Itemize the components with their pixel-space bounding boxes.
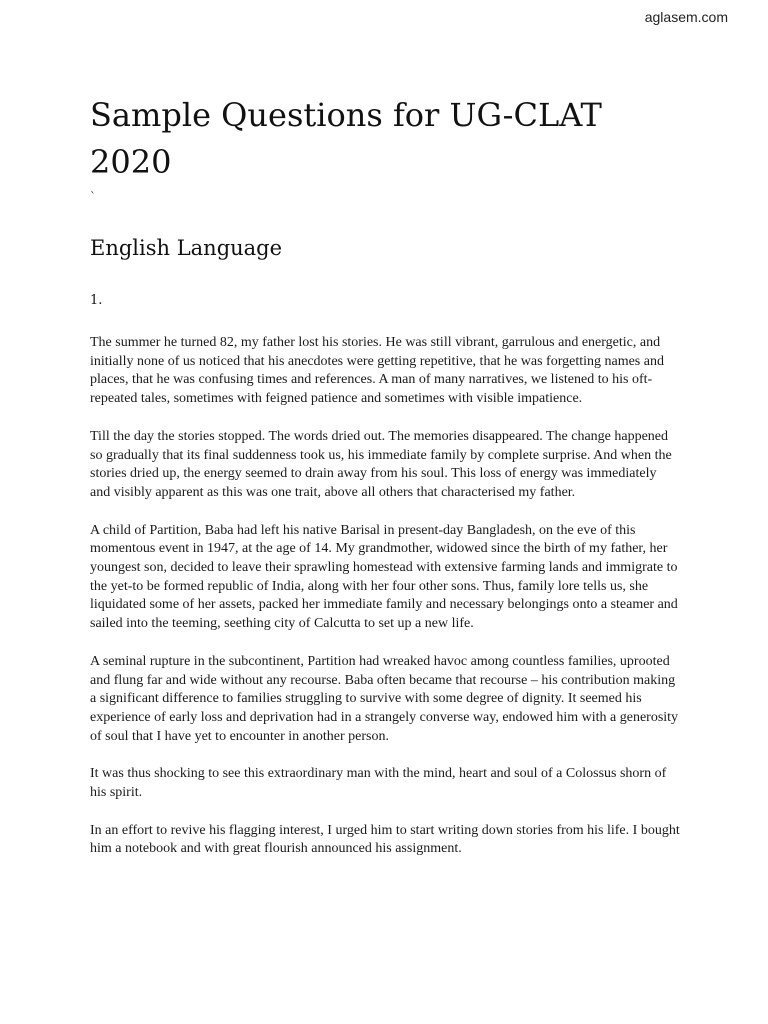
question-number: 1. [90,293,103,308]
section-heading: English Language [90,236,283,260]
site-watermark: aglasem.com [644,9,728,25]
passage-paragraph-2: Till the day the stories stopped. The words dried out. The memories disappeared. The change happened so gradually that its final suddenness took us, his immediate family by complete surprise. And when the stories dried up, the energy seemed to drain away from his soul. This loss of energy was immediately and visibly apparent as this was one trait, above all others that characterised my father. [90,428,672,500]
passage-paragraph-4: A seminal rupture in the subcontinent, Partition had wreaked havoc among countless families, uprooted and flung far and wide without any recourse. Baba often became that recourse – his contribution making a significant difference to families struggling to survive with some degree of dignity. It seemed his experience of early loss and deprivation had in a strangely converse way, endowed him with a generosity of soul that I have yet to encounter in another person. [90,653,679,744]
passage-paragraph-1: The summer he turned 82, my father lost his stories. He was still vibrant, garrulous and energetic, and initially none of us noticed that his anecdotes were getting repetitive, that he was forgetting names and places, that he was confusing times and references. A man of many narratives, we listened to his oft-repeated tales, sometimes with feigned patience and sometimes with visible impatience. [90,335,664,407]
passage-paragraph-3: A child of Partition, Baba had left his native Barisal in present-day Bangladesh, on the eve of this momentous event in 1947, at the age of 14. My grandmother, widowed since the birth of my father, her youngest son, decided to leave their sprawling homestead with extensive farming lands and immigrate to the yet-to be formed republic of India, along with her four other sons. Thus, family lore tells us, she liquidated some of her assets, packed her immediate family and necessary belongings onto a steamer and sailed into the teeming, seething city of Calcutta to set up a new life. [90,522,678,632]
passage [90,334,680,878]
page-title: Sample Questions for UG-CLAT 2020 [90,96,602,181]
passage-paragraph-6: In an effort to revive his flagging interest, I urged him to start writing down stories from his life. I bought him a notebook and with great flourish announced his assignment. [90,822,680,857]
passage-paragraph-5: It was thus shocking to see this extraordinary man with the mind, heart and soul of a Colossus shorn of his spirit. [90,766,667,801]
stray-backtick-mark: ` [90,190,96,204]
